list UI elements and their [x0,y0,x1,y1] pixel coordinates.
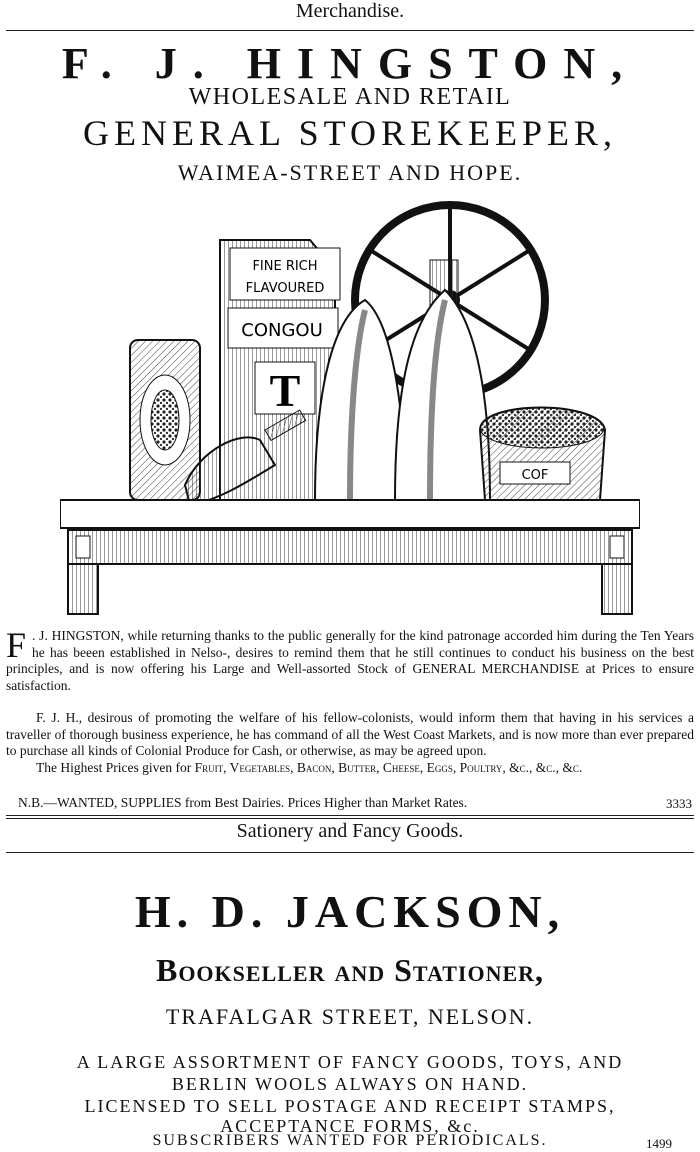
drop-cap: F [6,625,27,665]
address-waimea: WAIMEA-STREET AND HOPE. [177,160,523,185]
divider-rule [6,30,694,31]
wholesale-retail-line: WHOLESALE AND RETAIL [188,84,512,110]
highest-prices-lead: The Highest Prices given for [36,760,192,775]
counter-bench [60,500,640,614]
produce-list: Fruit, Vegetables, Bacon, Butter, Cheese, Eggs, Poultry, &c., &c., &c. [194,760,583,775]
advertiser-name-jackson: H. D. JACKSON, [134,886,566,937]
address-trafalgar: TRAFALGAR STREET, NELSON. [165,1004,535,1029]
coffee-sack [480,408,605,501]
paragraph-hingston-traveller: F. J. H., desirous of promoting the welfare of his fellow-colonists, would inform them that having in his services a traveller of thorough business experience, he has command of all the West Coast Markets, and is now more than ever prepared to purchase all kinds of Colonial Produce for Cash, or otherwise, as may be agreed upon. [6,710,694,758]
divider-rule-double [6,818,694,819]
notice-line-1: A LARGE ASSORTMENT OF FANCY GOODS, TOYS, AND [76,1052,624,1072]
paragraph-hingston-thanks [6,625,694,694]
ad-number-1499: 1499 [646,1136,672,1151]
notice-line-2: BERLIN WOOLS ALWAYS ON HAND. [171,1074,529,1094]
trade-title-bookseller: Bookseller and Stationer, [155,952,545,988]
notice-line-4: ACCEPTANCE FORMS, &c. [220,1116,480,1136]
paragraph-highest-prices [6,760,694,777]
nb-wanted-supplies [6,795,694,812]
divider-rule [6,815,694,816]
section-heading-stationery: Sationery and Fancy Goods. [236,820,464,842]
store-goods-illustration [60,200,640,620]
sack-label: COF [521,468,549,483]
divider-rule [6,852,694,853]
paragraph-text-1: . J. HINGSTON, while returning thanks to the public generally for the kind patronage accorded him during the Ten Years he has beeen established in Nelso-, desires to remind them that he still continues to conduct his business on the best principles, and is now offering his Large and Well-assorted Stock of GENERAL MERCHANDISE at Prices to ensure satisfaction. [6,628,694,693]
section-heading-merchandise: Merchandise. [295,0,405,22]
ad-number-3333: 3333 [666,796,692,811]
tea-label-t: T [269,365,301,416]
tea-label-flavoured: FLAVOURED [245,281,325,296]
nb-text: N.B.—WANTED, SUPPLIES from Best Dairies. Prices Higher than Market Rates. [18,795,468,810]
sugar-loaves [315,290,490,500]
notice-line-3: LICENSED TO SELL POSTAGE AND RECEIPT STAMPS, [84,1096,616,1116]
trade-title-storekeeper: GENERAL STOREKEEPER, [82,113,617,153]
notice-line-5: SUBSCRIBERS WANTED FOR PERIODICALS. [152,1132,548,1149]
advertiser-name-hingston: F. J. HINGSTON, [61,39,639,88]
tea-label-congou: CONGOU [241,320,323,341]
tea-label-fine-rich: FINE RICH [252,259,318,274]
